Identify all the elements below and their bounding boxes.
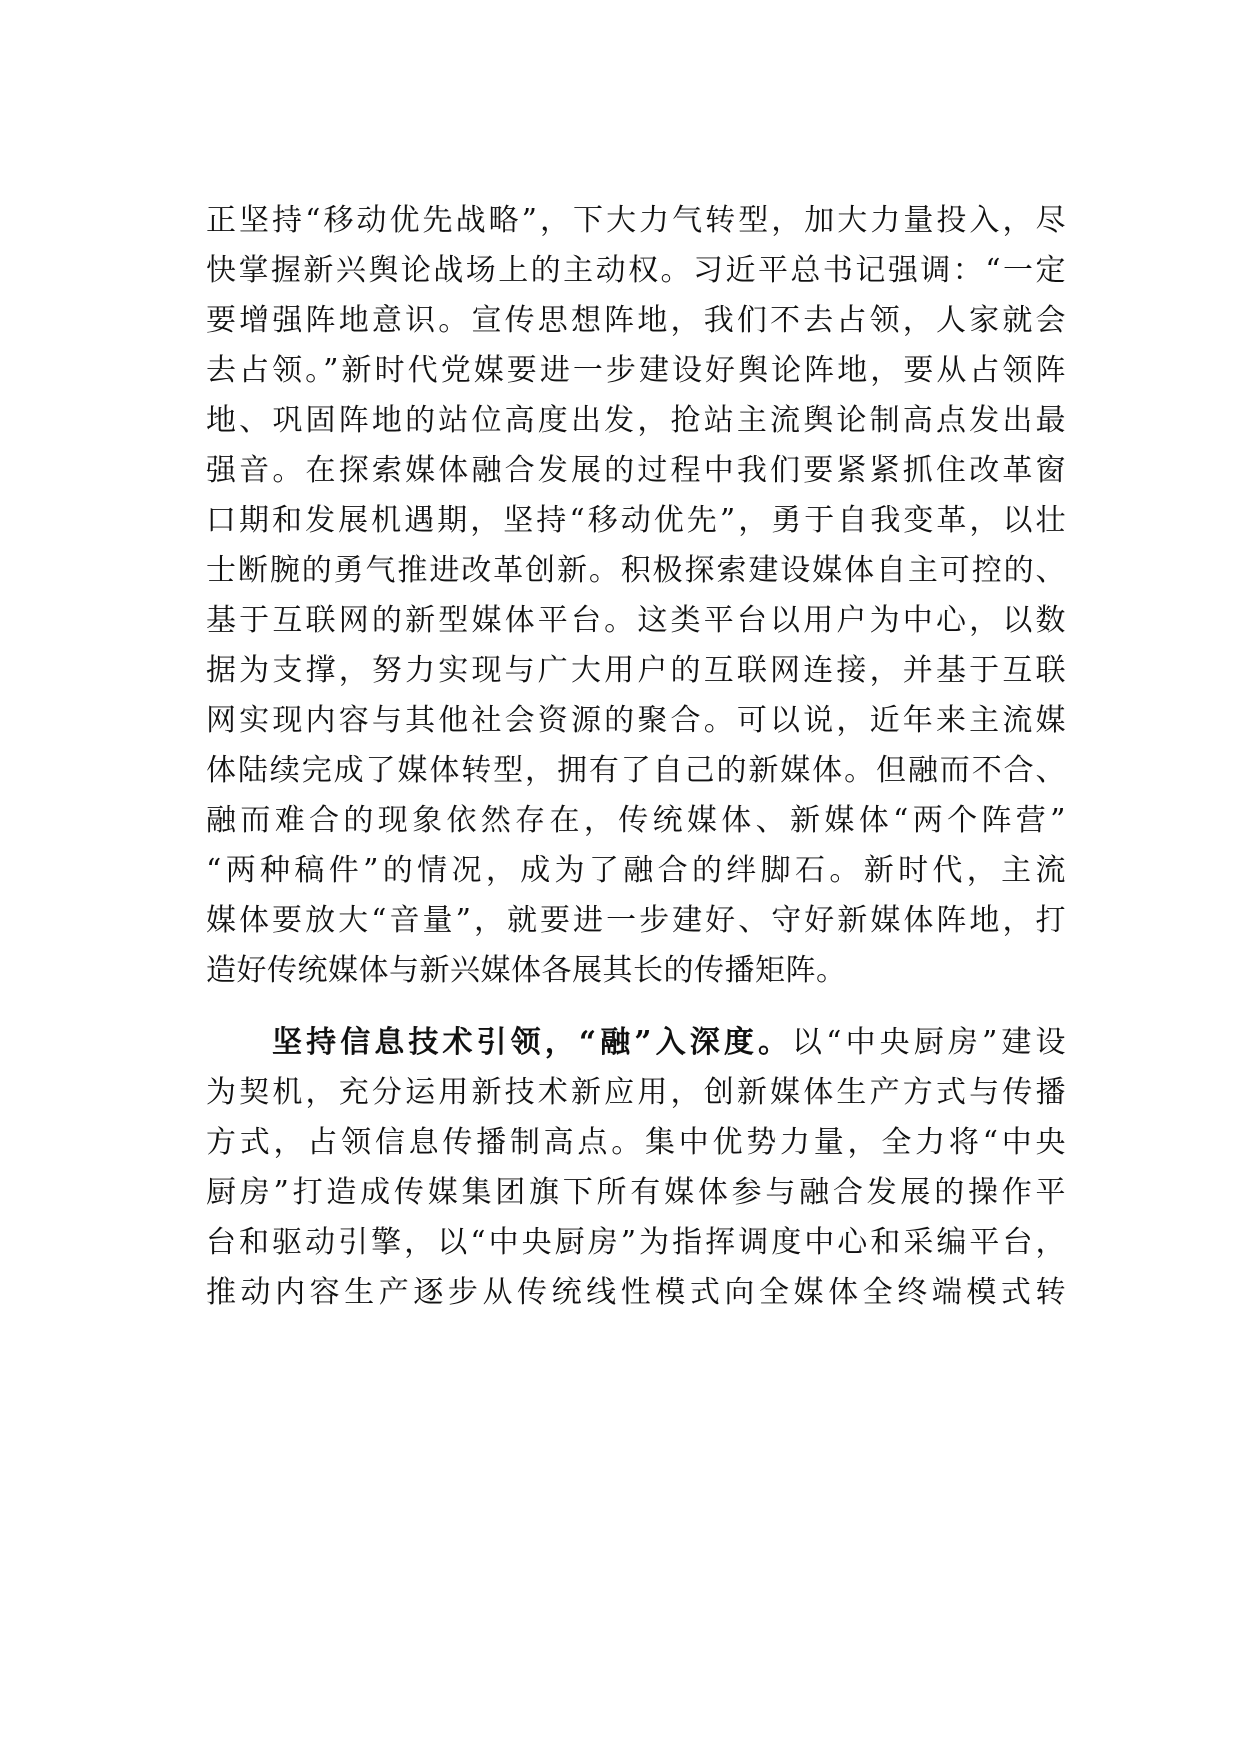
text-line: 强音。在探索媒体融合发展的过程中我们要紧紧抓住改革窗 [206, 453, 1066, 488]
body-text [206, 196, 1066, 1318]
paragraph-spacer [206, 996, 1066, 1018]
text-line: 方式，占领信息传播制高点。集中优势力量，全力将“中央 [206, 1125, 1066, 1160]
text-line: 媒体要放大“音量”，就要进一步建好、守好新媒体阵地，打 [206, 903, 1066, 938]
text-line: 去占领。”新时代党媒要进一步建设好舆论阵地，要从占领阵 [206, 353, 1066, 388]
text-line: 快掌握新兴舆论战场上的主动权。习近平总书记强调：“一定 [206, 253, 1066, 288]
text-line: 造好传统媒体与新兴媒体各展其长的传播矩阵。 [206, 953, 847, 988]
text-line: 士断腕的勇气推进改革创新。积极探索建设媒体自主可控的、 [206, 553, 1066, 588]
text-line: “两种稿件”的情况，成为了融合的绊脚石。新时代，主流 [206, 853, 1066, 888]
text-line: 基于互联网的新型媒体平台。这类平台以用户为中心，以数 [206, 603, 1066, 638]
text-line: 厨房”打造成传媒集团旗下所有媒体参与融合发展的操作平 [206, 1175, 1066, 1210]
text-line: 地、巩固阵地的站位高度出发，抢站主流舆论制高点发出最 [206, 403, 1066, 438]
text-line-first [206, 1018, 1066, 1068]
text-line: 为契机，充分运用新技术新应用，创新媒体生产方式与传播 [206, 1075, 1066, 1110]
text-line: 体陆续完成了媒体转型，拥有了自己的新媒体。但融而不合、 [206, 753, 1066, 788]
text-line: 融而难合的现象依然存在，传统媒体、新媒体“两个阵营” [206, 803, 1066, 838]
first-line-rest: 以“中央厨房”建设 [792, 1025, 1066, 1060]
text-line: 口期和发展机遇期，坚持“移动优先”，勇于自我变革，以壮 [206, 503, 1066, 538]
text-line: 推动内容生产逐步从传统线性模式向全媒体全终端模式转 [206, 1275, 1066, 1310]
text-line: 据为支撑，努力实现与广大用户的互联网连接，并基于互联 [206, 653, 1066, 688]
paragraph-2 [206, 1018, 1066, 1318]
paragraph-1 [206, 196, 1066, 996]
text-line: 正坚持“移动优先战略”，下大力气转型，加大力量投入，尽 [206, 203, 1066, 238]
text-line: 网实现内容与其他社会资源的聚合。可以说，近年来主流媒 [206, 703, 1066, 738]
text-line: 要增强阵地意识。宣传思想阵地，我们不去占领，人家就会 [206, 303, 1066, 338]
text-line: 台和驱动引擎，以“中央厨房”为指挥调度中心和采编平台， [206, 1225, 1066, 1260]
paragraph-lead-heading: 坚持信息技术引领，“融”入深度。 [272, 1025, 793, 1060]
